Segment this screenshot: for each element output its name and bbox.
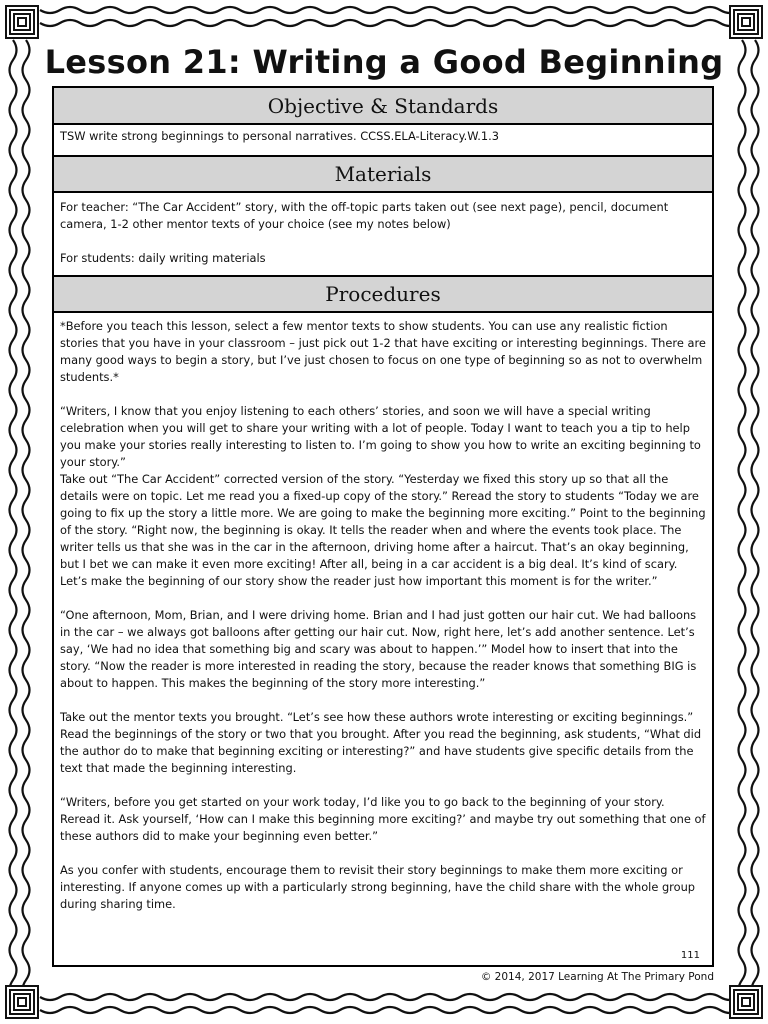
procedures-heading: Procedures — [54, 275, 712, 313]
procedures-paragraph: Take out “The Car Accident” corrected version of the story. “Yesterday we fixed this story up so that all the details were on topic. Let me read you a fixed-up copy of the story.” Reread the story to students “Today we are going to fix up the story a little more. We are going to make the beginning more exciting.” Point to the beginning of the story. “Right now, the beginning is okay. It tells the reader when and where the events took place. The writer tells us that she was in the car in the afternoon, driving home after a haircut. That’s an okay beginning, but I bet we can make it even more exciting! After all, being in a car accident is a big deal. It’s kind of scary. Let’s make the beginning of our story show the reader just how important this moment is for the writer.” — [60, 472, 706, 588]
procedures-paragraph: “Writers, I know that you enjoy listening to each others’ stories, and soon we will have a special writing celebration when you will get to share your writing with a lot of people. Today I want to teach you a tip to help you make your stories really interesting to listen to. I’m going to show you how to write an exciting beginning to your story.” — [60, 404, 701, 469]
procedures-paragraph: *Before you teach this lesson, select a few mentor texts to show students. You can use any realistic fiction stories that you have in your classroom – just pick out 1-2 that have exciting or interesting beginnings. There are many good ways to begin a story, but I’ve just chosen to focus on one type of beginning so as not to overwhelm students.* — [60, 319, 706, 384]
materials-students: For students: daily writing materials — [60, 251, 266, 265]
objective-text: TSW write strong beginnings to personal narratives. CCSS.ELA-Literacy.W.1.3 — [60, 129, 499, 143]
border-wave — [40, 20, 740, 26]
procedures-paragraph: As you confer with students, encourage them to revisit their story beginnings to make them more exciting or interesting. If anyone comes up with a particularly strong beginning, have the child share with the whole group during sharing time. — [60, 863, 696, 911]
procedures-paragraph: “Writers, before you get started on your work today, I’d like you to go back to the beginning of your story. Reread it. Ask yourself, ‘How can I make this beginning more exciting?’ and maybe try out something that one of these authors did to make your beginning even better.” — [60, 795, 706, 843]
border-wave — [739, 40, 746, 1000]
procedures-paragraph: Take out the mentor texts you brought. “Let’s see how these authors wrote interesting or exciting beginnings.” Read the beginnings of the story or two that you brought. After you read the beginning, ask students, “What did the author do to make that beginning exciting or interesting?” and have students give specific details from the text that made the beginning interesting. — [60, 710, 702, 775]
materials-heading: Materials — [54, 155, 712, 193]
border-wave — [40, 1007, 740, 1013]
border-wave — [752, 40, 759, 1000]
lesson-table — [52, 86, 714, 967]
border-wave — [40, 994, 740, 1000]
materials-teacher: For teacher: “The Car Accident” story, with the off-topic parts taken out (see next page), pencil, document camera, 1-2 other mentor texts of your choice (see my notes below) — [60, 200, 669, 231]
border-wave — [10, 40, 17, 1000]
copyright-footer: © 2014, 2017 Learning At The Primary Pond — [480, 971, 714, 983]
page-number: 111 — [680, 950, 700, 961]
procedures-paragraph: “One afternoon, Mom, Brian, and I were driving home. Brian and I had just gotten our hair cut. We had balloons in the car – we always got balloons after getting our hair cut. Now, right here, let’s add another sentence. Let’s say, ‘We had no idea that something big and scary was about to happen.’” Model how to insert that into the story. “Now the reader is more interested in reading the story, because the reader knows that something BIG is about to happen. This makes the beginning of the story more interesting.” — [60, 608, 697, 690]
objective-heading: Objective & Standards — [54, 88, 712, 125]
border-wave — [23, 40, 30, 1000]
page-title: Lesson 21: Writing a Good Beginning — [44, 43, 724, 81]
border-wave — [40, 7, 740, 13]
